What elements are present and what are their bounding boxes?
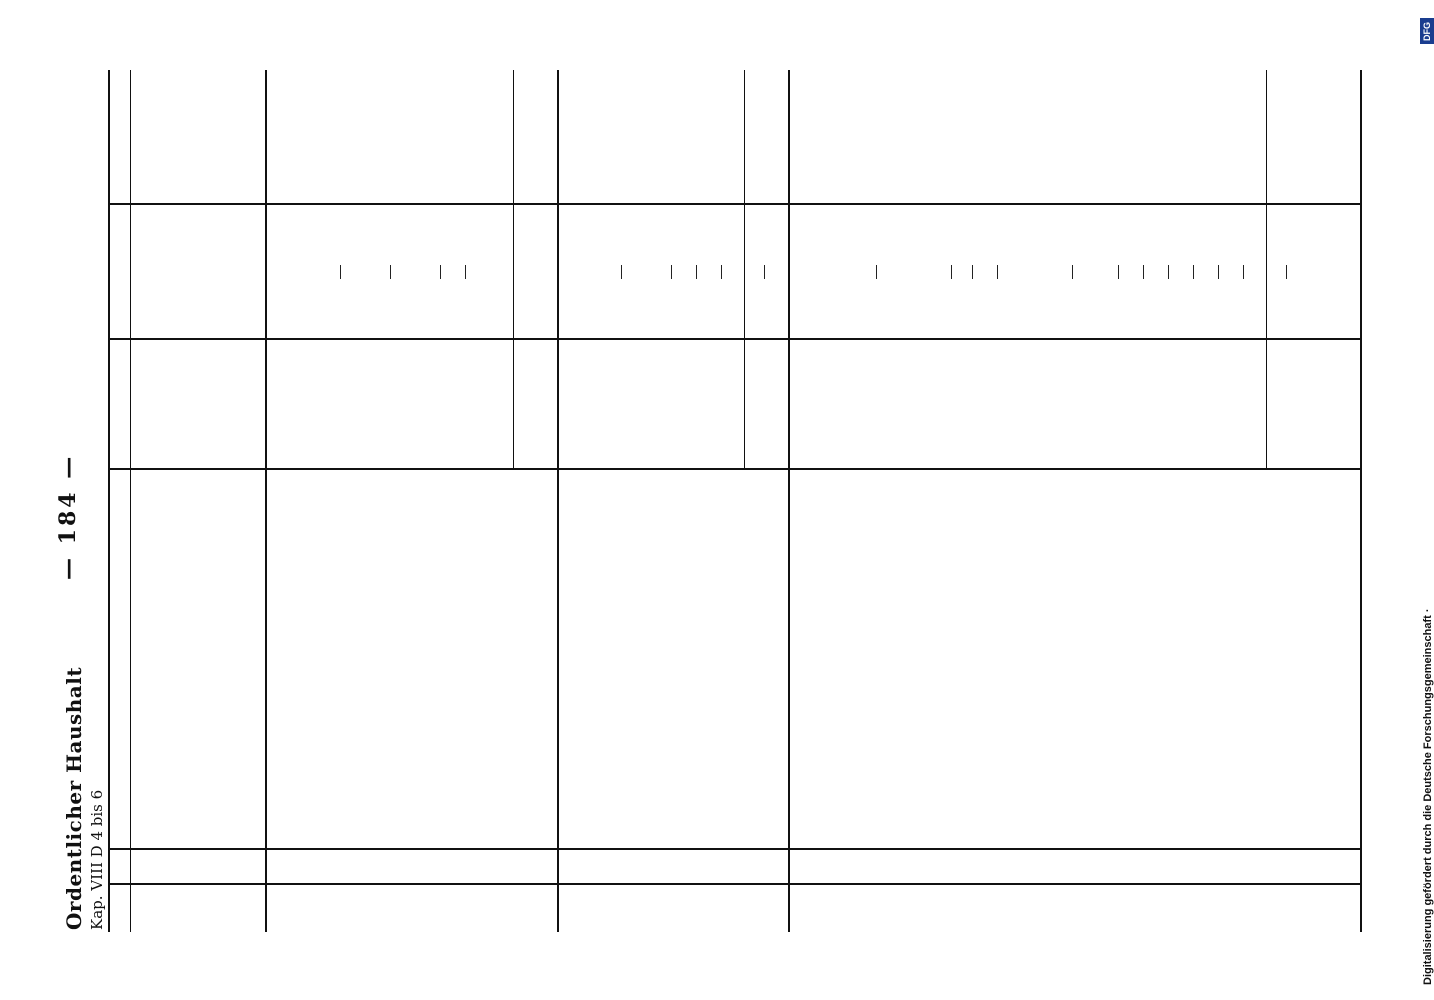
section-rule <box>788 70 790 932</box>
column-rule-3 <box>108 468 1360 470</box>
table-bottom-rule <box>1360 70 1362 932</box>
no-remainder-dash <box>671 266 672 280</box>
column-rule-4 <box>108 338 1360 340</box>
table-top-rule <box>108 70 110 932</box>
no-remainder-dash <box>696 266 697 280</box>
no-remainder-dash <box>1286 266 1287 280</box>
section-rule <box>557 70 559 932</box>
no-remainder-dash <box>465 266 466 280</box>
no-remainder-dash <box>1168 266 1169 280</box>
column-rule-1 <box>108 883 1360 885</box>
header-bottom-rule <box>265 70 267 932</box>
no-remainder-dash <box>1143 266 1144 280</box>
no-remainder-dash <box>1072 266 1073 280</box>
page-number: — 184 — <box>55 453 81 580</box>
header-title: Ordentlicher Haushalt <box>62 666 86 930</box>
no-remainder-dash <box>876 266 877 280</box>
no-remainder-dash <box>440 266 441 280</box>
column-rule-2 <box>108 848 1360 850</box>
no-remainder-dash <box>972 266 973 280</box>
sum-rule <box>513 70 514 470</box>
colnum-rule <box>130 70 131 932</box>
no-remainder-dash <box>951 266 952 280</box>
sum-rule <box>1266 70 1267 470</box>
no-remainder-dash <box>390 266 391 280</box>
dfg-logo-text: DFG <box>1422 22 1432 41</box>
no-remainder-dash <box>340 266 341 280</box>
no-remainder-dash <box>1193 266 1194 280</box>
credit-text: Digitalisierung gefördert durch die Deutsche Forschungsgemeinschaft · <box>1422 608 1434 985</box>
dfg-credit <box>1418 10 1434 990</box>
header-subtitle: Kap. VIII D 4 bis 6 <box>88 789 106 930</box>
no-remainder-dash <box>1218 266 1219 280</box>
no-remainder-dash <box>1118 266 1119 280</box>
no-remainder-dash <box>997 266 998 280</box>
column-rule-5 <box>108 203 1360 205</box>
no-remainder-dash <box>764 266 765 280</box>
dfg-credit-strip <box>1418 10 1434 990</box>
sum-rule <box>744 70 745 470</box>
page-header <box>62 667 106 930</box>
no-remainder-dash <box>721 266 722 280</box>
no-remainder-dash <box>621 266 622 280</box>
no-remainder-dash <box>1243 266 1244 280</box>
